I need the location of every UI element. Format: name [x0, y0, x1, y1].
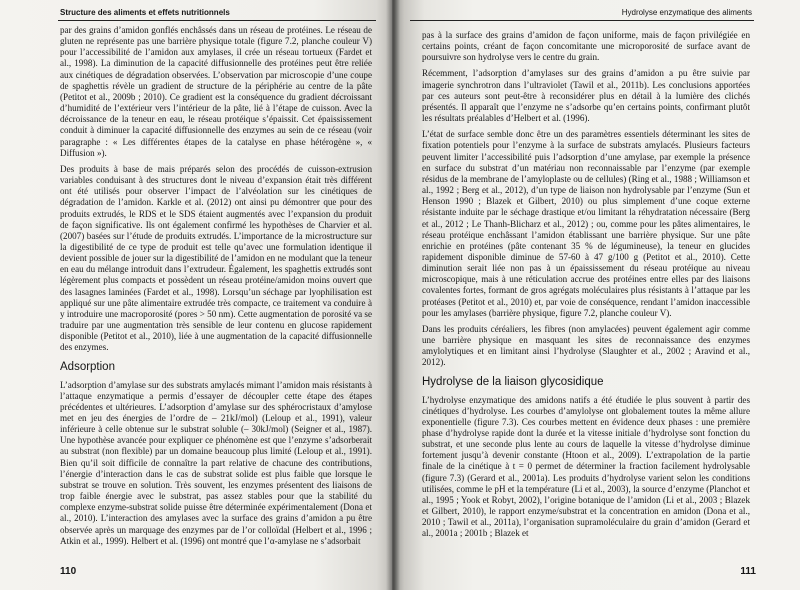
right-page — [392, 0, 800, 590]
paragraph: Dans les produits céréaliers, les fibres (non amylacées) peuvent également agir comme une barrière physique en masquant les sites de reconnaissance des enzymes amylolytiques et en limitant ainsi l’hydrolyse (Slaughter et al., 2002 ; Aravind et al., 2012). — [422, 323, 750, 368]
paragraph: L’hydrolyse enzymatique des amidons natifs a été étudiée le plus souvent à partir des cinétiques d’hydrolyse. Les courbes d’amylolyse ont globalement toutes la même allure exponentielle (figure 7.3). Ces courbes mettent en évidence deux phases : une première phase d’hydrolyse rapide dont la durée et la vitesse initiale d’hydrolyse sont fonction du substrat, et une seconde plus lente au cours de laquelle la vitesse d’hydrolyse diminue fortement jusqu’à devenir constante (Htoon et al., 2009). L’extrapolation de la partie finale de la cinétique à t = 0 permet de déterminer la fraction facilement hydrolysable (figure 7.3) (Gerard et al., 2001a). Les produits d’hydrolyse varient selon les conditions utilisées, comme le pH et la température (Li et al., 2003), la source d’enzyme (Planchot et al., 1995 ; Yook et Robyt, 2002), l’origine botanique de l’amidon (Li et al., 2003 ; Blazek et Gilbert, 2010), le rapport enzyme/substrat et la concentration en amidon (Dona et al., 2010 ; Tawil et al., 2011a), l’organisation supramoléculaire du grain d’amidon (Gerard et al., 2001a ; 2001b ; Blazek et — [422, 394, 750, 539]
running-head-left: Structure des aliments et effets nutritionnels — [60, 8, 230, 17]
section-heading-glycosidic-hydrolysis: Hydrolyse de la liaison glycosidique — [422, 375, 604, 388]
header-rule-left — [58, 20, 376, 21]
paragraph: Récemment, l’adsorption d’amylases sur des grains d’amidon a pu être suivie par imagerie synchrotron dans l’ultraviolet (Tawil et al., 2011b). Les conclusions apportées par ces auteurs sont peut-être à reconsidérer plus en détail à la lumière des clichés présentés. Il apparaît que l’enzyme ne s’adsorbe qu’en certains points, confirmant plutôt les résultats préalables d’Helbert et al. (1996). — [422, 68, 750, 124]
page-number-left: 110 — [60, 566, 77, 577]
paragraph: L’adsorption d’amylase sur des substrats amylacés mimant l’amidon mais résistants à l’attaque enzymatique a permis d’essayer de découpler cette étape des étapes précédentes et ultérieures. L’adsorption d’amylase sur des sphérocristaux d’amylose met en jeu des énergies de l’ordre de – 21kJ/mol) (Leloup et al., 1991), valeur inférieure à celle obtenue sur le substrat soluble (– 30kJ/mol) (Seigner et al., 1987). Une hypothèse avancée pour expliquer ce phénomène est que l’enzyme s’adsorberait au substrat (non flexible) par un domaine beaucoup plus limité (Leloup et al., 1991). Bien qu’il soit difficile de connaître la part relative de chacune des contributions, l’énergie d’interaction dans le cas de substrat solide est plus faible que lorsque le substrat se trouve en solution. Très souvent, les enzymes présentent des liaisons de trop faible énergie avec le substrat, pas assez stables pour que la stabilité du complexe enzyme-substrat solide puisse être déterminée expérimentalement (Dona et al., 2010). L’interaction des amylases avec la surface des grains d’amidon a pu être observée après un marquage des enzymes par de l’or colloïdal (Helbert et al., 1996 ; Atkin et al., 1999). Helbert et al. (1996) ont montré que l’α-amylase ne s’adsorbait — [60, 379, 372, 546]
header-rule-right — [410, 20, 754, 21]
paragraph: pas à la surface des grains d’amidon de façon uniforme, mais de façon privilégiée en certains points, créant de façon concomitante une microporosité de surface avant de poursuivre son hydrolyse vers le centre du grain. — [422, 30, 750, 63]
right-page-body — [422, 30, 750, 545]
paragraph: Des produits à base de mais préparés selon des procédés de cuisson-extrusion variables conduisant à des structures dont le niveau d’expansion était très différent ont été utilisés pour observer l’impact de l’alvéolation sur les cinétiques de dégradation de l’amidon. Karkle et al. (2012) ont ainsi pu démontrer que pour des produits extrudés, le RDS et le SDS étaient augmentés avec l’expansion du produit de façon significative. Ils ont également confirmé les hypothèses de Charvier et al. (2007) basées sur l’étude de produits extrudés. L’importance de la microstructure sur la digestibilité de ce type de produit est telle qu’avec une formulation identique il devient possible de jouer sur la digestibilité de l’amidon en ne modulant que la teneur en eau du mélange introduit dans l’extrudeur. Également, les spaghettis extrudés sont légèrement plus compacts et possèdent un réseau protéine/amidon moins ouvert que des lasagnes laminées (Fardet et al., 1998). Lorsqu’un séchage par lyophilisation est appliqué sur une pâte alimentaire extrudée très compacte, ce traitement va conduire à y introduire une macroporosité (pores > 50 nm). Cette augmentation de porosité va se traduire par une augmentation très sensible de leur contenu en glucose rapidement disponible (Petitot et al., 2010), liée à une augmentation de la capacité diffusionnelle des enzymes. — [60, 163, 372, 353]
page-number-right: 111 — [740, 566, 756, 577]
book-gutter-shadow — [386, 0, 400, 590]
paragraph: L’état de surface semble donc être un des paramètres essentiels déterminant les sites de fixation potentiels pour l’enzyme à la surface de substrats amylacés. Plusieurs facteurs peuvent limiter l’accessibilité puis l’adsorption d’une amylase, par exemple la présence en surface du substrat d’un matériau non reconnaissable par l’enzyme (par exemple résidus de la membrane de l’amyloplaste ou de cellules) (Ring et al., 1988 ; Williamson et al., 1992 ; Berg et al., 2012), d’un type de liaison non hydrolysable par l’enzyme (Sun et Henson 1990 ; Blazek et Gilbert, 2010) ou plus simplement d’une coque externe résistante induite par le séchage drastique et/ou limitant la réhydratation nécessaire (Berg et al., 2012 ; Le Thanh-Blicharz et al., 2012) ; ou, comme pour les pâtes alimentaires, le réseau protéique enchâssant l’amidon établissant une barrière physique. Sur une pâte enrichie en protéines (pâte contenant 35 % de légumineuse), la teneur en glucides rapidement disponible diminue de 57-60 à 47 g/100 g (Petitot et al., 2010). Cette diminution serait liée non pas à un épaississement du réseau protéique au niveau microscopique, mais à une réticulation accrue des protéines entre elles par des liaisons covalentes fortes, formant de gros agrégats moléculaires plus résistants à l’attaque par les protéases (Petitot et al., 2010) et, par voie de conséquence, rendant l’amidon inaccessible pour les amylases (barrière physique, figure 7.2, planche couleur V). — [422, 129, 750, 318]
left-page-body — [60, 25, 372, 552]
paragraph: par des grains d’amidon gonflés enchâssés dans un réseau de protéines. Le réseau de gluten ne représente pas une barrière physique totale (figure 7.2, planche couleur V) pour l’accessibilité de l’amidon aux amylases, il crée un réseau tortueux (Fardet et al., 1998). La diminution de la capacité diffusionnelle des protéines peut être reliée aux cinétiques de dégradation observées. L’observation par microscopie d’une coupe de spaghettis révèle un gradient de structure de la périphérie au centre de la pâte (Petitot et al., 2009b ; 2010). Ce gradient est la conséquence du gradient décroissant d’humidité de l’extérieur vers l’intérieur de la pâte, lié à l’étape de cuisson. Avec la décroissance de la teneur en eau, le réseau protéique s’épaissit. Cet épaississement conduit à diminuer la capacité diffusionnelle des enzymes au sein de ce réseau (voir paragraphe : « Les différentes étapes de la catalyse en phase hétérogène », « Diffusion »). — [60, 25, 372, 158]
left-page — [0, 0, 392, 590]
section-heading-adsorption: Adsorption — [60, 360, 115, 373]
running-head-right: Hydrolyse enzymatique des aliments — [621, 8, 752, 17]
